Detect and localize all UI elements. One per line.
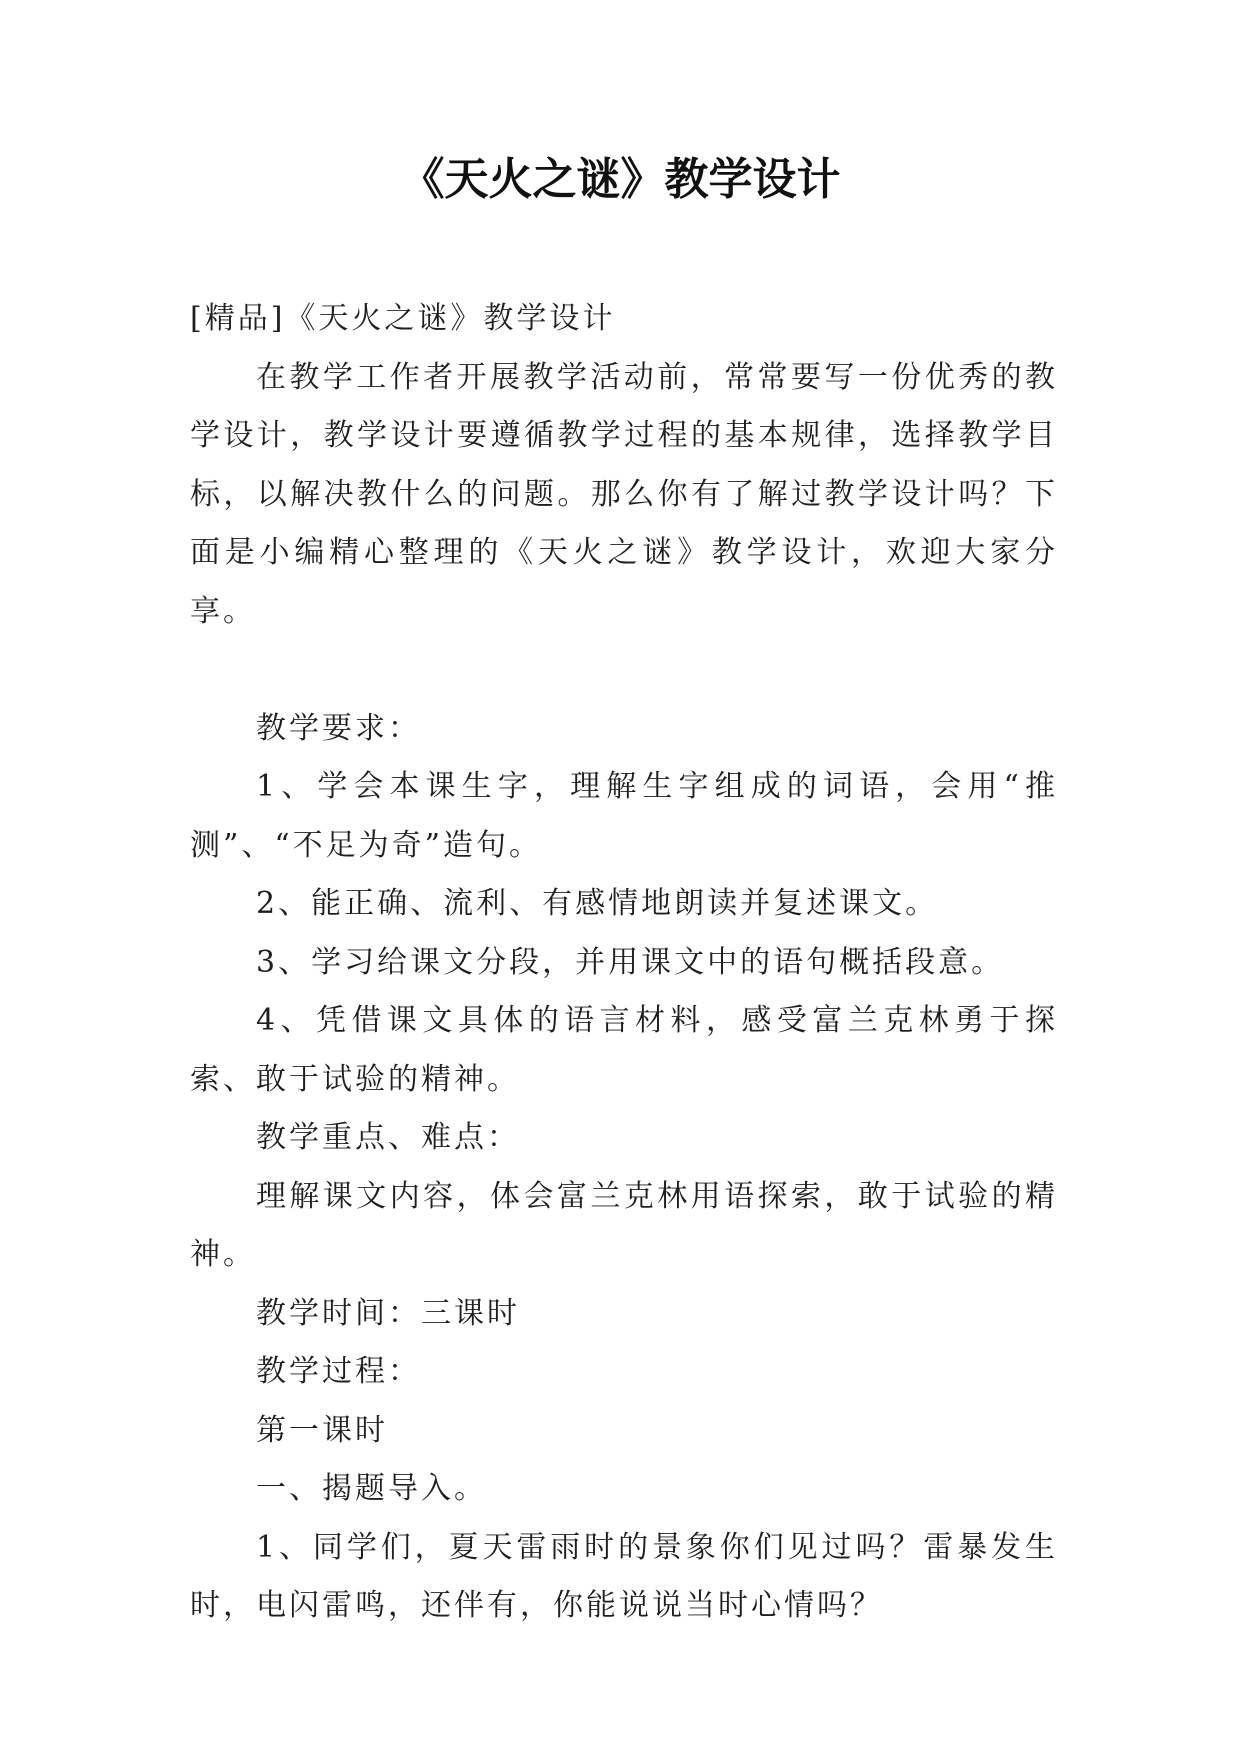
requirement-item-4: 4、凭借课文具体的语言材料，感受富兰克林勇于探索、敢于试验的精神。 bbox=[190, 1003, 1058, 1097]
document-body bbox=[190, 290, 1058, 1636]
requirements-heading: 教学要求： bbox=[256, 710, 421, 746]
document-subtitle: [精品]《天火之谜》教学设计 bbox=[190, 301, 616, 336]
key-points-text: 理解课文内容，体会富兰克林用语探索，敢于试验的精神。 bbox=[190, 1178, 1058, 1272]
key-points-heading: 教学重点、难点： bbox=[256, 1120, 520, 1155]
requirement-item-2: 2、能正确、流利、有感情地朗读并复述课文。 bbox=[256, 886, 939, 921]
lesson-one-heading: 第一课时 bbox=[256, 1412, 388, 1448]
requirement-item-1: 1、学会本课生字，理解生字组成的词语，会用“推测”、“不足为奇”造句。 bbox=[190, 769, 1058, 863]
step-one-item-1: 1、同学们，夏天雷雨时的景象你们见过吗？雷暴发生时，电闪雷鸣，还伴有，你能说说当时心情吗？ bbox=[190, 1529, 1058, 1623]
teaching-time: 教学时间：三课时 bbox=[256, 1295, 520, 1331]
process-heading: 教学过程： bbox=[256, 1354, 421, 1389]
document-title: 《天火之谜》教学设计 bbox=[400, 154, 841, 205]
step-one-heading: 一、揭题导入。 bbox=[256, 1471, 487, 1506]
requirement-item-3: 3、学习给课文分段，并用课文中的语句概括段意。 bbox=[256, 944, 1005, 980]
intro-paragraph: 在教学工作者开展教学活动前，常常要写一份优秀的教学设计，教学设计要遵循教学过程的基本规律，选择教学目标，以解决教什么的问题。那么你有了解过教学设计吗？下面是小编精心整理的《天火之谜》教学设计，欢迎大家分享。 bbox=[190, 359, 1058, 629]
paragraph-spacer bbox=[190, 641, 1058, 700]
